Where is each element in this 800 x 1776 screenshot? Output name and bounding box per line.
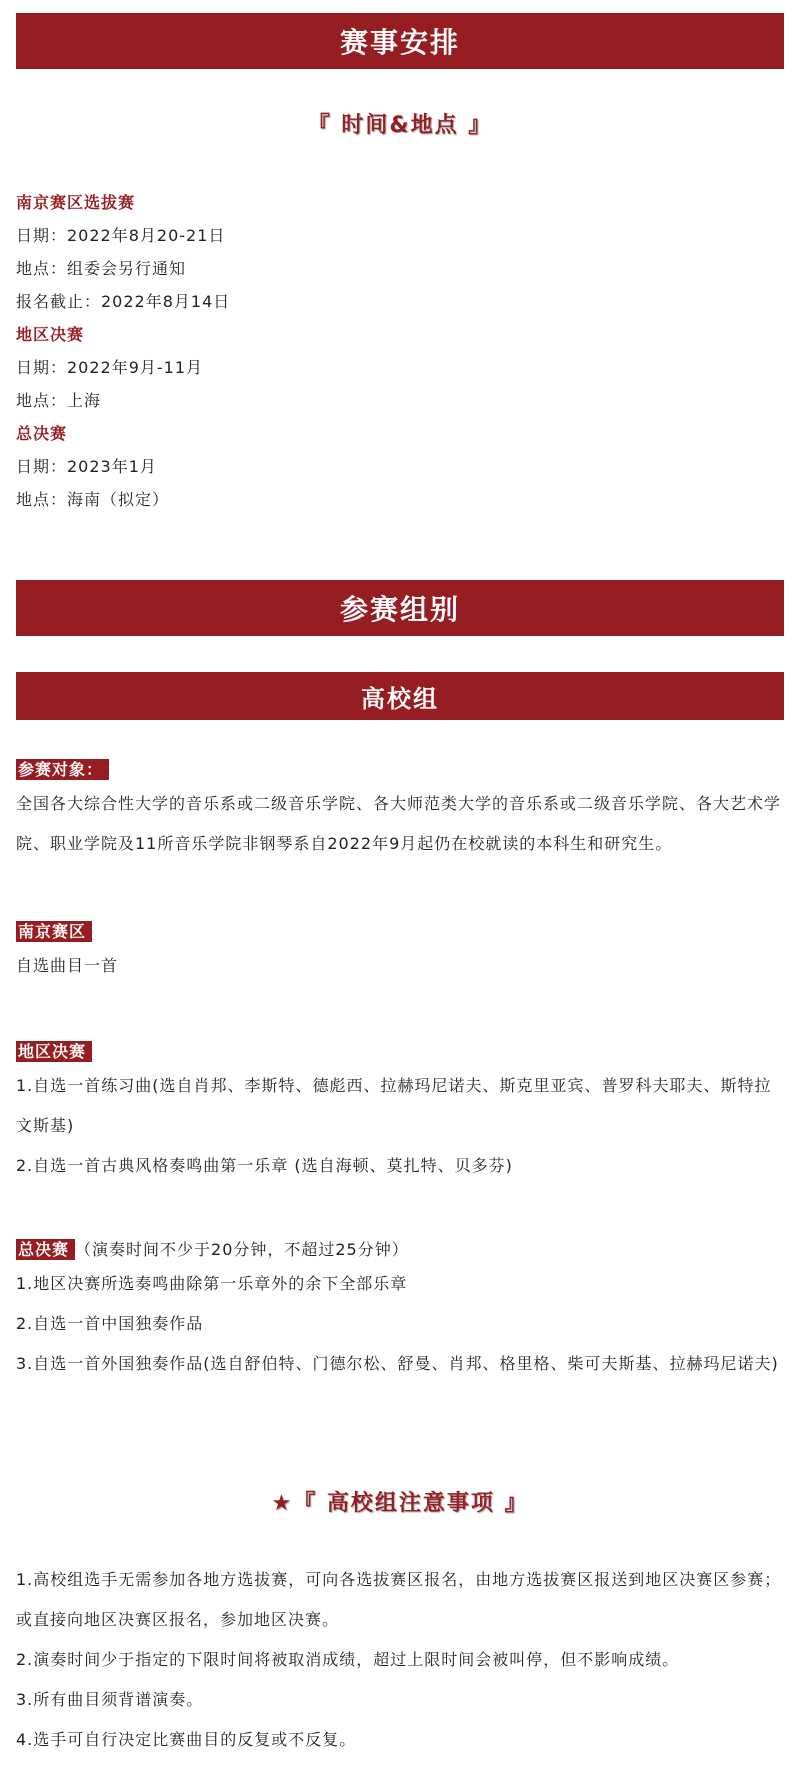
groups-banner <box>16 580 784 636</box>
regional-item-1: 1.自选一首练习曲(选自肖邦、李斯特、德彪西、拉赫玛尼诺夫、斯克里亚宾、普罗科夫耶夫、斯特拉文斯基) <box>16 1076 772 1135</box>
regional-group-section <box>16 1038 784 1186</box>
final-item-2: 2.自选一首中国独奏作品 <box>16 1314 204 1333</box>
target-label: 参赛对象： <box>16 759 109 780</box>
schedule-title: 赛事安排 <box>339 26 460 59</box>
regional-date: 日期：2022年9月-11月 <box>16 358 204 377</box>
regional-final-title: 地区决赛 <box>16 325 85 344</box>
regional-item-2: 2.自选一首古典风格奏鸣曲第一乐章 (选自海顿、莫扎特、贝多芬) <box>16 1156 513 1175</box>
note-item-1: 1.高校组选手无需参加各地方选拔赛，可向各选拔赛区报名，由地方选拔赛区报送到地区决赛区参赛；或直接向地区决赛区报名，参加地区决赛。 <box>16 1570 782 1629</box>
final-place: 地点：海南（拟定） <box>16 490 170 509</box>
regional-group-label: 地区决赛 <box>16 1041 92 1062</box>
final-item-3: 3.自选一首外国独奏作品(选自舒伯特、门德尔松、舒曼、肖邦、格里格、柴可夫斯基、拉赫玛尼诺夫) <box>16 1354 779 1373</box>
university-group-title: 高校组 <box>361 684 439 713</box>
university-notes <box>16 1560 784 1760</box>
university-group-banner <box>16 672 784 720</box>
note-item-4: 4.选手可自行决定比赛曲目的反复或不反复。 <box>16 1730 357 1749</box>
final-group-label: 总决赛 <box>16 1239 75 1260</box>
target-text: 全国各大综合性大学的音乐系或二级音乐学院、各大师范类大学的音乐系或二级音乐学院、各大艺术学院、职业学院及11所音乐学院非钢琴系自2022年9月起仍在校就读的本科生和研究生。 <box>16 794 782 853</box>
grand-final-title: 总决赛 <box>16 424 68 443</box>
note-item-2: 2.演奏时间少于指定的下限时间将被取消成绩，超过上限时间会被叫停，但不影响成绩。 <box>16 1650 680 1669</box>
nanjing-deadline: 报名截止：2022年8月14日 <box>16 292 231 311</box>
target-section <box>16 756 784 864</box>
nanjing-group-label: 南京赛区 <box>16 921 92 942</box>
nanjing-place: 地点：组委会另行通知 <box>16 259 187 278</box>
time-place-subtitle: 『 时间&地点 』 <box>307 113 493 138</box>
schedule-banner <box>16 13 784 69</box>
regional-place: 地点：上海 <box>16 391 102 410</box>
nanjing-date: 日期：2022年8月20-21日 <box>16 226 226 245</box>
note-item-3: 3.所有曲目须背谱演奏。 <box>16 1690 204 1709</box>
nanjing-group-text: 自选曲目一首 <box>16 956 119 975</box>
final-item-1: 1.地区决赛所选奏鸣曲除第一乐章外的余下全部乐章 <box>16 1274 408 1293</box>
final-group-section <box>16 1236 784 1384</box>
nanjing-group-section <box>16 918 784 986</box>
university-notes-subtitle: ★『 高校组注意事项 』 <box>271 1491 529 1516</box>
final-group-note: （演奏时间不少于20分钟，不超过25分钟） <box>75 1240 409 1259</box>
schedule-details <box>16 186 784 516</box>
final-date: 日期：2023年1月 <box>16 457 157 476</box>
nanjing-selection-title: 南京赛区选拔赛 <box>16 193 136 212</box>
groups-title: 参赛组别 <box>339 593 460 626</box>
